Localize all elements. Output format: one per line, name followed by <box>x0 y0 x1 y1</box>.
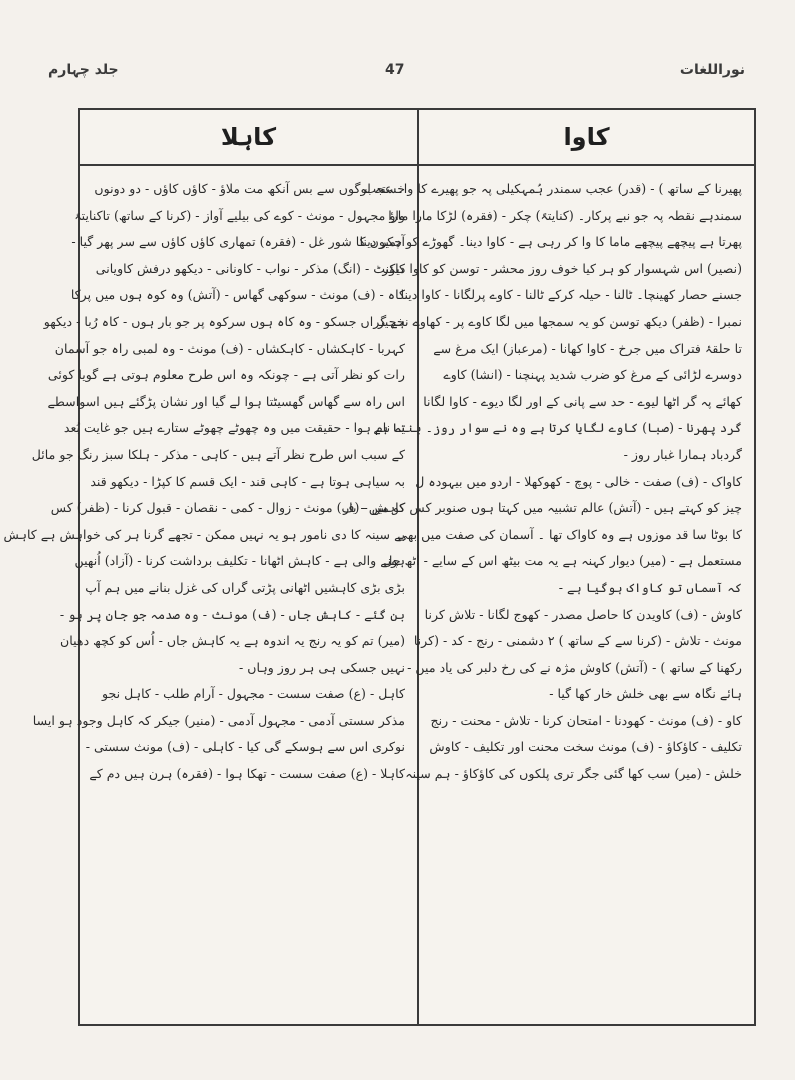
entry-line: کہربا - کاہکشاں - کاہکشاں - (ف) مونث - وہ لمبی راہ جو آسمان <box>54 340 405 356</box>
entry-line: بن گئے - کاہش جاں - (ف) مونث - وہ صدمہ جو جان پر ہو - <box>59 606 405 622</box>
left-column-body <box>3 166 417 788</box>
entry-line: بہ سیاہی ہوتا ہے - کاہی قند - ایک قسم کا کپڑا - دیکھو قند <box>90 473 405 489</box>
entry-line: کاؤنٹ - (انگ) مذکر - نواب - کاونانی - دیکھو درفش کاویانی <box>95 260 405 276</box>
entry-line: رکھنا کے ساتھ ) - (آتش) کاوش مژہ نے کی رخ دلبر کی یاد میں - <box>407 659 742 675</box>
page-number: 47 <box>385 62 405 78</box>
entry-line: خستہ لوگوں سے بس آنکھ مت ملاؤ - کاؤں کاؤں - دو دونوں <box>94 181 405 196</box>
entry-line: نہیں جسکی ہی ہر روز وہاں - <box>238 659 405 675</box>
entry-line: کاہ - (ف) مونث - سوکھی گھاس - (آتش) وہ کوہ ہوں میں پرکا <box>70 287 405 303</box>
entry-line: پھرتا ہے پیچھے پیچھے ماما کا وا کر رہی ہے - کاوا دینا۔ گھوڑے کو چکر دینا <box>359 234 742 250</box>
right-column-body <box>343 166 754 788</box>
entry-line: کاواک - (ف) صفت - خالی - پوچ - کھوکھلا - اردو میں بیہودہ ل <box>415 473 742 489</box>
entry-line: کاہلا - (ع) صفت سست - تھکا ہوا - (فقرہ) ہرن ہیں دم کے <box>89 766 405 782</box>
entry-line: کے سبب اس طرح نظر آتے ہیں - کاہی - مذکر - ہلکا سبز رنگ جو مائل <box>31 446 405 462</box>
right-column-heading: کاوا <box>419 110 754 166</box>
entry-line: کا بوٹا سا قد موزوں ہے وہ کاواک تھا ۔ آسمان کی صفت میں بھی <box>397 526 742 542</box>
entry-line: (میر) تم کو یہ رنج یہ اندوہ ہے یہ کاہش جاں - اُس کو کچھ دھیان <box>60 633 405 649</box>
entry-line: چیز کو کہتے ہیں - (آتش) عالم تشبیہ میں کہتا ہوں صنوبر کس کو میں - یار <box>343 500 742 516</box>
entry-line: واؤ مجہول - مونث - کوے کی بیلیے آواز - (کرنا کے ساتھ) تاکنایتہً <box>74 207 405 223</box>
entry-line: کھائے پہ گر اٹھا لیوے - حد سے پانی کے اور لگا دیوے - کاوا لگانا <box>423 393 742 409</box>
entry-line: کہ آسماں تو کاواک ہوگیا ہے - <box>558 579 742 595</box>
entry-line: گردباد ہمارا غبار روز - <box>623 446 742 462</box>
entry-line: کاہل - (ع) صفت سست - مجہول - آرام طلب - کاہل نجو <box>102 686 405 702</box>
entry-line: ہائے نگاہ سے بھی خلش خار کھا گیا - <box>549 686 742 702</box>
entry-line: تکلیف - کاؤکاؤ - (ف) مونث سخت محنت اور تکلیف - کاوش <box>429 739 742 755</box>
entry-line: یہ نام ہوا - حقیقت میں وہ چھوٹے چھوٹے ستارے ہیں جو غایت بُعد <box>63 420 405 436</box>
entry-line: نوکری اس سے ہوسکے گی کیا - کاہلی - (ف) مونث سستی - <box>85 739 405 755</box>
entry-line: کاوش - (ف) کاویدن کا حاصل مصدر - کھوج لگانا - تلاش کرنا <box>424 606 742 622</box>
entry-line: گرد پھرنا - (صبا) کاوے لگایا کرتا ہے وہ نے سوار روز۔ بنتا ہے <box>373 420 742 436</box>
entry-line: ہونے والی ہے - کاہش اٹھانا - تکلیف برداشت کرنا - (آزاد) اُنھیں <box>74 553 405 569</box>
entry-line: نمبرا - (ظفر) دیکھ توسن کو یہ سمجھا میں لگا کاوے پر - کھاوے نخچیر <box>377 313 742 329</box>
entry-line: کاو - (ف) مونث - کھودنا - امتحان کرنا - تلاش - محنت - رنج <box>430 712 742 728</box>
entry-line: تا حلقۂ فتراک میں جرخ - کاوا کھانا - (مرعباز) ایک مرغ سے <box>433 340 742 356</box>
two-column-frame <box>3 108 756 1026</box>
entry-line: جسنے حصار کھینچا۔ ٹالنا - حیلہ کرکے ٹالنا - کاوے پرلگانا - کاوا دینا <box>400 287 742 303</box>
entry-line: بے سینہ کا دی نامور ہو یہ نہیں ممکن - تجھے گرنا ہر کی خواہش ہے کاہش <box>3 526 405 542</box>
book-title: نوراللغات <box>679 62 745 78</box>
entry-line: کاہش - (ف) مونث - زوال - کمی - نقصان - قبول کرنا - (ظفر) کس <box>50 500 405 516</box>
entry-line: ہے گراں جسکو - وہ کاہ ہوں سرکوہ پر جو بار ہوں - کاہ رُبا - دیکھو <box>43 313 405 329</box>
entry-line: پھیرنا کے ساتھ ) - (قدر) عجب سمندر ہُمہکیلی پہ جو پھیرے کا وا۔ عجب <box>364 181 742 196</box>
volume-label: جلد چہارم <box>48 62 119 78</box>
entry-line: مونث - تلاش - (کرنا سے کے ساتھ ) ۲ دشمنی - رنج - کد - (کرنا <box>413 633 742 649</box>
entry-line: دوسرے لڑائی کے مرغ کو ضرب شدید پہنچنا - (انشا) کاوے <box>443 367 742 383</box>
entry-line: رات کو نظر آتی ہے - چونکہ وہ اس طرح معلوم ہوتی ہے گویا کوئی <box>47 367 405 383</box>
entry-line: سمندہے نقطہ پہ جو نبے پرکار۔ (کنایتہً) چکر - (فقرہ) لڑکا مارا مارا <box>388 207 742 223</box>
entry-line: آدمیوں کا شور غل - (فقرہ) تمھاری کاؤں کاؤں سے سر پھر گیا - <box>71 234 405 250</box>
entry-line: مستعمل ہے - (میر) دیوار کہنہ ہے یہ مت بیٹھ اس کے سایے - اٹھ چل <box>383 553 742 569</box>
entry-line: (نصیر) اس شہسوار کو ہر کیا خوف روز محشر - توسن کو کاوا دیکر <box>382 260 742 276</box>
right-column <box>343 110 754 1024</box>
entry-line: اس راہ سے گھاس گھسیٹتا ہوا لے گیا اور نشان پڑگئے ہیں اسواسطے <box>47 393 405 409</box>
left-column <box>3 110 417 1024</box>
entry-line: بڑی بڑی کاہشیں اٹھانی پڑتی گراں کی غزل بنانے میں ہم آپ <box>85 579 405 595</box>
entry-line: خلش - (میر) سب کھا گئی جگر تری پلکوں کی کاؤکاؤ - ہم سینہ <box>405 766 742 782</box>
left-column-heading: کاہلا <box>80 110 417 166</box>
entry-line: مذکر سستی آدمی - مجہول آدمی - (منیر) جیکر کہ کاہل وجود ہو ایسا <box>32 712 405 728</box>
